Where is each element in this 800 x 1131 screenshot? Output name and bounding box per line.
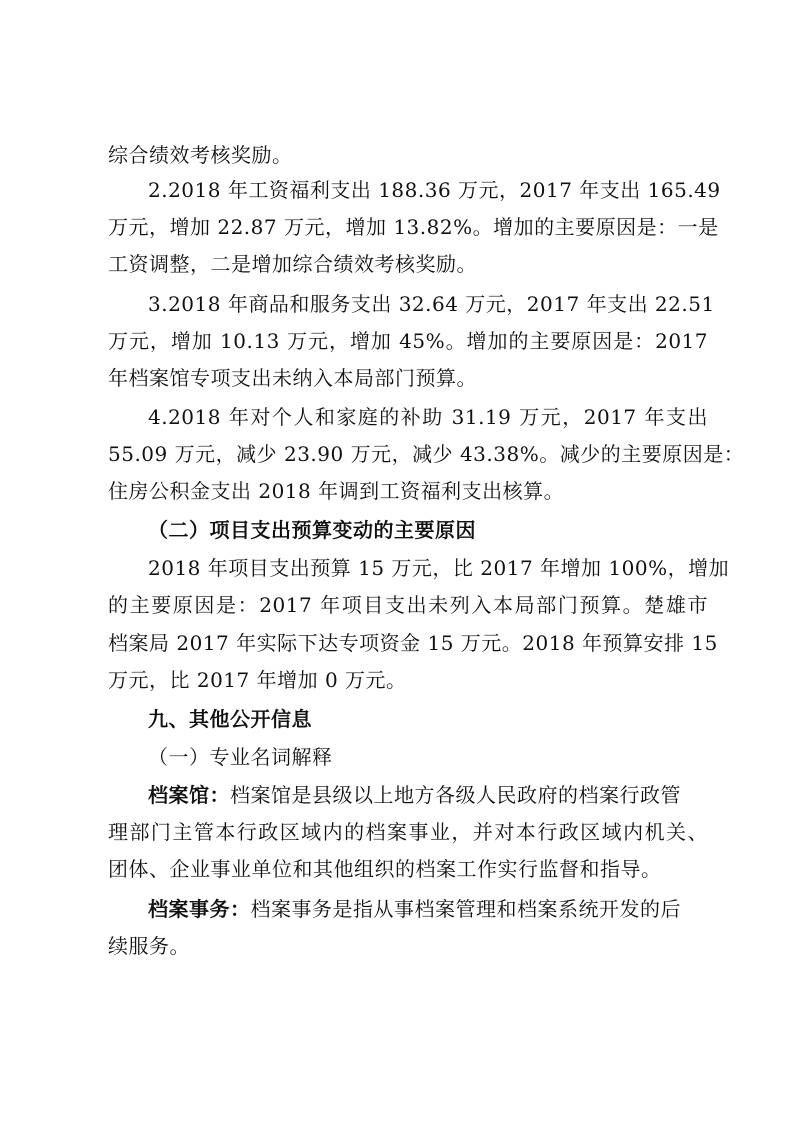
text-line: 55.09 万元，减少 23.90 万元，减少 43.38%。减少的主要原因是： xyxy=(108,442,745,466)
section-heading: （二）项目支出预算变动的主要原因 xyxy=(148,518,476,542)
text-line: 工资调整，二是增加综合绩效考核奖励。 xyxy=(108,252,477,276)
subsection-heading: （一）专业名词解释 xyxy=(148,745,333,769)
text-line: 的主要原因是：2017 年项目支出未列入本局部门预算。楚雄市 xyxy=(108,593,708,617)
term-definition-line xyxy=(148,893,708,925)
term-text: 档案事务是指从事档案管理和档案系统开发的后 xyxy=(250,897,681,921)
text-line: 团体、企业事业单位和其他组织的档案工作实行监督和指导。 xyxy=(108,857,662,881)
term-label: 档案事务： xyxy=(148,897,251,921)
text-line: 万元，增加 22.87 万元，增加 13.82%。增加的主要原因是：一是 xyxy=(108,215,719,239)
text-line: 年档案馆专项支出未纳入本局部门预算。 xyxy=(108,366,477,390)
text-line: 3.2018 年商品和服务支出 32.64 万元，2017 年支出 22.51 xyxy=(148,292,715,316)
text-line: 万元，比 2017 年增加 0 万元。 xyxy=(108,668,407,692)
text-line: 万元，增加 10.13 万元，增加 45%。增加的主要原因是：2017 xyxy=(108,329,708,353)
text-line: 4.2018 年对个人和家庭的补助 31.19 万元，2017 年支出 xyxy=(148,405,708,429)
text-line: 2018 年项目支出预算 15 万元，比 2017 年增加 100%，增加 xyxy=(148,556,730,580)
term-text: 档案馆是县级以上地方各级人民政府的档案行政管 xyxy=(230,783,681,807)
term-label: 档案馆： xyxy=(148,783,230,807)
term-definition-line xyxy=(148,779,708,811)
text-line: 续服务。 xyxy=(108,934,190,958)
text-line: 住房公积金支出 2018 年调到工资福利支出核算。 xyxy=(108,479,565,503)
text-line: 档案局 2017 年实际下达专项资金 15 万元。2018 年预算安排 15 xyxy=(108,631,718,655)
text-line: 综合绩效考核奖励。 xyxy=(108,143,293,167)
section-heading: 九、其他公开信息 xyxy=(148,707,312,731)
text-line: 2.2018 年工资福利支出 188.36 万元，2017 年支出 165.49 xyxy=(148,178,721,202)
text-line: 理部门主管本行政区域内的档案事业，并对本行政区域内机关、 xyxy=(108,820,708,844)
